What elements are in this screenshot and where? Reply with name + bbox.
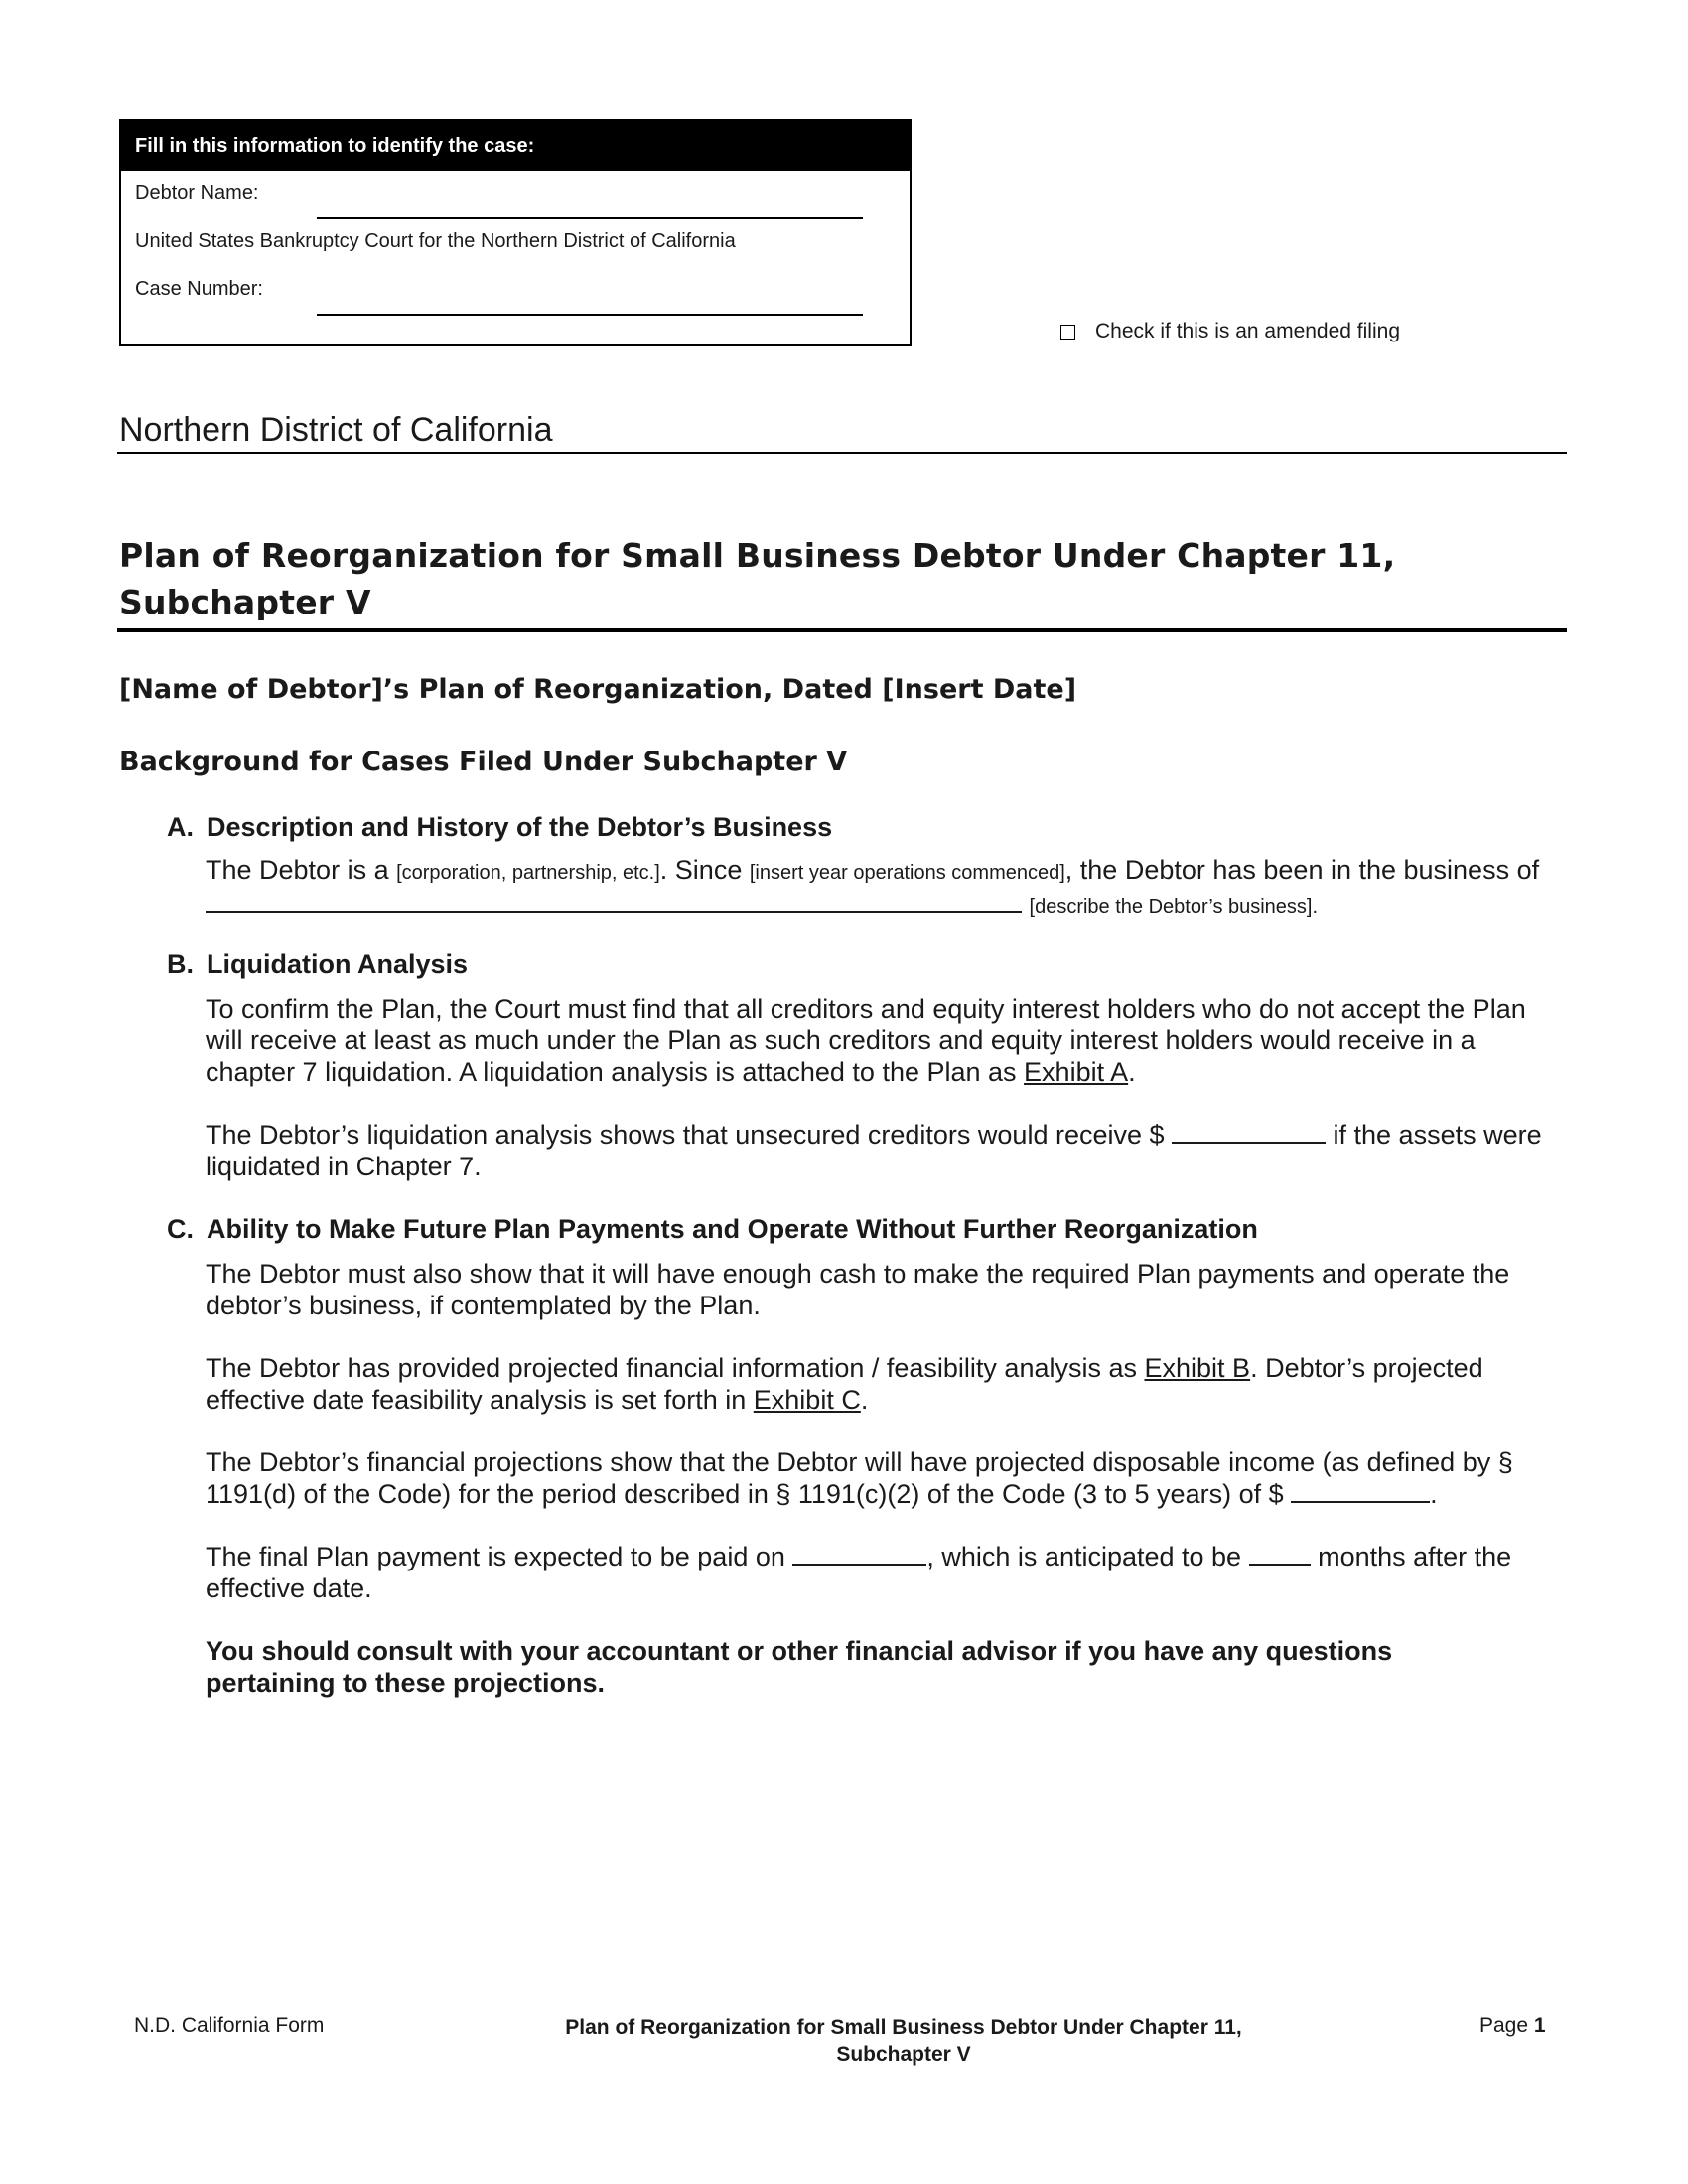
section-a-letter: A. bbox=[167, 812, 194, 842]
court-name-text: United States Bankruptcy Court for the Northern District of California bbox=[135, 230, 736, 252]
exhibit-a-link[interactable]: Exhibit A bbox=[1024, 1057, 1129, 1087]
disposable-income-field[interactable] bbox=[1291, 1479, 1430, 1503]
section-a-text: . Since bbox=[659, 855, 750, 885]
exhibit-b-link[interactable]: Exhibit B bbox=[1144, 1353, 1251, 1383]
section-c-text: The Debtor’s financial projections show that the Debtor will have projected disposable income (as defined by § 1191(d) of the Code) for the period described in § 1191(c)(2) of the Code (3 to 5 years) of $ bbox=[206, 1447, 1513, 1509]
section-b-text: . bbox=[1128, 1057, 1136, 1087]
footer-title: Plan of Reorganization for Small Business Debtor Under Chapter 11, Subchapter V bbox=[565, 2016, 1242, 2066]
case-info-box bbox=[119, 119, 912, 346]
section-c-text: . bbox=[860, 1385, 869, 1415]
projections-advisory-note: You should consult with your accountant or other financial advisor if you have any questions pertaining to these projections. bbox=[206, 1636, 1393, 1698]
section-b-text: if the assets were liquidated in Chapter 7. bbox=[206, 1120, 1542, 1181]
section-c-text: months after the effective date. bbox=[206, 1542, 1512, 1603]
debtor-name-label: Debtor Name: bbox=[135, 182, 259, 204]
amended-filing-label: Check if this is an amended filing bbox=[1095, 320, 1400, 342]
exhibit-c-link[interactable]: Exhibit C bbox=[753, 1385, 861, 1415]
section-c-text: . bbox=[1430, 1479, 1438, 1509]
months-after-field[interactable] bbox=[1249, 1542, 1311, 1566]
business-description-field[interactable] bbox=[206, 889, 1022, 913]
section-b-text: To confirm the Plan, the Court must find that all creditors and equity interest holders who do not accept the Plan will receive at least as much under the Plan as such creditors and equity interest holders would receive in a chapter 7 liquidation. A liquidation analysis is attached to the Plan as bbox=[206, 994, 1526, 1087]
section-c-paragraph-4 bbox=[206, 1541, 1566, 1604]
section-a-text: The Debtor is a bbox=[206, 855, 397, 885]
district-heading: Northern District of California bbox=[119, 411, 553, 449]
plan-heading: [Name of Debtor]’s Plan of Reorganization, Dated [Insert Date] bbox=[119, 674, 1077, 705]
section-c-paragraph-1: The Debtor must also show that it will have enough cash to make the required Plan payments and operate the debtor’s business, if contemplated by the Plan. bbox=[206, 1259, 1510, 1320]
business-description-hint: [describe the Debtor’s business]. bbox=[1029, 896, 1319, 918]
section-a-text: , the Debtor has been in the business of bbox=[1064, 855, 1540, 885]
section-b-paragraph-1 bbox=[206, 993, 1566, 1088]
business-type-hint: [corporation, partnership, etc.] bbox=[396, 862, 660, 884]
case-number-label: Case Number: bbox=[135, 278, 263, 300]
form-title: Plan of Reorganization for Small Business Debtor Under Chapter 11, Subchapter V bbox=[119, 536, 1396, 621]
page-label: Page bbox=[1479, 2014, 1534, 2037]
final-payment-date-field[interactable] bbox=[792, 1542, 926, 1566]
case-number-field[interactable] bbox=[317, 314, 863, 316]
amended-filing-option[interactable] bbox=[1060, 320, 1400, 343]
debtor-name-field[interactable] bbox=[317, 217, 863, 219]
section-b-letter: B. bbox=[167, 949, 194, 979]
section-b-title: Liquidation Analysis bbox=[207, 949, 469, 979]
footer-page-number bbox=[1479, 2014, 1546, 2038]
amended-filing-checkbox[interactable] bbox=[1060, 325, 1075, 340]
section-c-text: The Debtor has provided projected financial information / feasibility analysis as bbox=[206, 1353, 1145, 1383]
section-c-paragraph-2 bbox=[206, 1352, 1566, 1416]
section-c-text: . Debtor’s projected effective date feasibility analysis is set forth in bbox=[206, 1353, 1483, 1415]
section-c-letter: C. bbox=[167, 1214, 194, 1244]
section-a-paragraph bbox=[206, 854, 1566, 923]
background-heading: Background for Cases Filed Under Subchapter V bbox=[119, 747, 848, 777]
section-b-paragraph-2 bbox=[206, 1119, 1566, 1182]
section-c-heading bbox=[167, 1214, 1258, 1245]
section-c-text: The final Plan payment is expected to be paid on bbox=[206, 1542, 793, 1571]
section-c-title: Ability to Make Future Plan Payments and Operate Without Further Reorganization bbox=[207, 1214, 1258, 1244]
year-commenced-hint: [insert year operations commenced] bbox=[749, 862, 1065, 884]
section-a-heading bbox=[167, 812, 832, 843]
title-rule bbox=[117, 628, 1567, 632]
section-b-heading bbox=[167, 949, 468, 980]
section-c-text: , which is anticipated to be bbox=[926, 1542, 1249, 1571]
district-rule bbox=[117, 452, 1567, 454]
footer-form-name: N.D. California Form bbox=[134, 2014, 325, 2037]
page-number: 1 bbox=[1533, 2014, 1546, 2037]
case-box-header: Fill in this information to identify the case: bbox=[121, 121, 910, 171]
section-a-title: Description and History of the Debtor’s Business bbox=[207, 812, 833, 842]
unsecured-amount-field[interactable] bbox=[1172, 1120, 1326, 1144]
section-c-paragraph-3 bbox=[206, 1446, 1566, 1510]
section-b-text: The Debtor’s liquidation analysis shows that unsecured creditors would receive $ bbox=[206, 1120, 1173, 1150]
